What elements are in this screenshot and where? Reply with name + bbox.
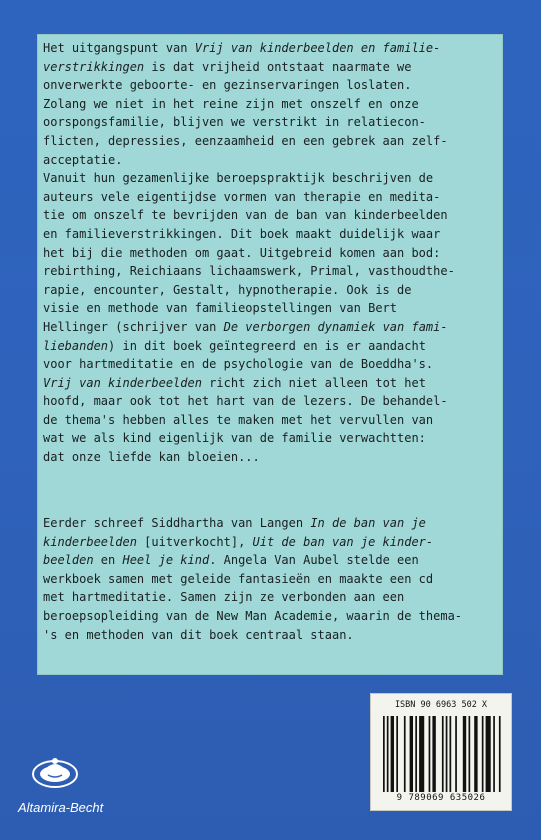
blurb-text: [uitverkocht], xyxy=(136,534,253,549)
blurb-line xyxy=(43,39,498,58)
barcode-bar xyxy=(493,716,495,792)
blurb-text: auteurs vele eigentijdse vormen van therapie en medita- xyxy=(43,189,441,204)
barcode-bar xyxy=(455,716,457,792)
blurb-line xyxy=(43,206,498,225)
blurb-line xyxy=(43,607,498,626)
blurb-text: is dat vrijheid ontstaat naarmate we xyxy=(144,59,412,74)
blurb-text-italic: Vrij van kinderbeelden xyxy=(43,375,202,390)
barcode-bar xyxy=(429,716,431,792)
blurb-text: voor hartmeditatie en de psychologie van de Boeddha's. xyxy=(43,357,434,372)
barcode-bar xyxy=(442,716,444,792)
blurb-text: . Angela Van Aubel stelde een xyxy=(209,553,419,568)
blurb-text: 's en methoden van dit boek centraal staan. xyxy=(43,627,354,642)
blurb-line xyxy=(43,533,498,552)
blurb-text-italic: Uit de ban van je kinder- xyxy=(252,534,434,549)
blurb-line xyxy=(43,58,498,77)
barcode-bar xyxy=(415,716,417,792)
blurb-text: en familieverstrikkingen. Dit boek maakt duidelijk waar xyxy=(43,226,441,241)
blurb-text: en xyxy=(93,553,123,568)
blurb-text-italic: Vrij van kinderbeelden en familie- xyxy=(194,41,441,55)
blurb-paragraph-authors xyxy=(43,514,498,644)
blurb-text: flicten, depressies, eenzaamheid en een gebrek aan zelf- xyxy=(43,133,448,148)
blurb-text: rapie, encounter, Gestalt, hypnotherapie. Ook is de xyxy=(43,282,412,297)
blurb-line xyxy=(43,392,498,411)
barcode-bar xyxy=(463,716,466,792)
blurb-panel xyxy=(37,34,503,675)
blurb-line xyxy=(43,374,498,393)
blurb-line xyxy=(43,337,498,356)
blurb-text: werkboek samen met geleide fantasieën en maakte een cd xyxy=(43,571,434,586)
blurb-text-italic: verstrikkingen xyxy=(43,59,145,74)
blurb-line xyxy=(43,355,498,374)
barcode-bar xyxy=(486,716,491,792)
barcode-bar xyxy=(499,716,501,792)
barcode-bar xyxy=(396,716,398,792)
isbn-number: ISBN 90 6963 502 X xyxy=(394,700,488,710)
blurb-line xyxy=(43,514,498,533)
blurb-text-italic: liebanden xyxy=(43,338,109,353)
barcode-bar xyxy=(482,716,484,792)
blurb-text: Het uitgangspunt van xyxy=(43,41,195,55)
blurb-line xyxy=(43,570,498,589)
blurb-line xyxy=(43,299,498,318)
barcode-bar xyxy=(446,716,448,792)
blurb-line xyxy=(43,113,498,132)
blurb-line xyxy=(43,318,498,337)
blurb-line xyxy=(43,262,498,281)
barcode-bar xyxy=(432,716,435,792)
blurb-line xyxy=(43,244,498,263)
blurb-line xyxy=(43,169,498,188)
blurb-text: Hellinger (schrijver van xyxy=(43,319,224,334)
altamira-becht-logo-icon xyxy=(30,750,80,794)
barcode-bar xyxy=(383,716,385,792)
blurb-text-italic: kinderbeelden xyxy=(43,534,137,549)
blurb-line xyxy=(43,132,498,151)
blurb-text-italic: In de ban van je xyxy=(310,516,426,530)
blurb-text: dat onze liefde kan bloeien... xyxy=(43,450,260,465)
blurb-text: rebirthing, Reichiaans lichaamswerk, Primal, vasthoudthe- xyxy=(43,264,455,279)
blurb-text: acceptatie. xyxy=(43,152,123,167)
barcode-bar xyxy=(419,716,424,792)
blurb-text: richt zich niet alleen tot het xyxy=(201,375,426,390)
blurb-line xyxy=(43,76,498,95)
blurb-text: visie en methode van familieopstellingen van Bert xyxy=(43,301,398,316)
blurb-paragraph-description xyxy=(43,39,498,467)
barcode-bar xyxy=(469,716,471,792)
blurb-line xyxy=(43,429,498,448)
blurb-line xyxy=(43,281,498,300)
barcode-bar xyxy=(474,716,477,792)
blurb-text: tie om onszelf te bevrijden van de ban van kinderbeelden xyxy=(43,208,448,223)
blurb-line xyxy=(43,626,498,645)
blurb-line xyxy=(43,448,498,467)
blurb-text-italic: De verborgen dynamiek van fami- xyxy=(223,319,448,334)
blurb-text: Vanuit hun gezamenlijke beroepspraktijk beschrijven de xyxy=(43,171,434,186)
blurb-text: ) in dit boek geïntegreerd en is er aandacht xyxy=(108,338,426,353)
blurb-text: wat we als kind eigenlijk van de familie verwachtten: xyxy=(43,431,426,446)
barcode-bar xyxy=(404,716,406,792)
blurb-text: onverwerkte geboorte- en gezinservaringen loslaten. xyxy=(43,78,412,93)
blurb-text: Zolang we niet in het reine zijn met onszelf en onze xyxy=(43,96,419,111)
blurb-line xyxy=(43,588,498,607)
ean-number: 9 789069 635026 xyxy=(396,793,486,803)
blurb-text: Eerder schreef Siddhartha van Langen xyxy=(43,516,311,530)
blurb-text-italic: Heel je kind xyxy=(122,553,210,568)
blurb-text-italic: beelden xyxy=(43,553,94,568)
blurb-text: hoofd, maar ook tot het hart van de lezers. De behandel- xyxy=(43,394,448,409)
barcode-bar xyxy=(387,716,389,792)
barcode-bar xyxy=(410,716,413,792)
blurb-line xyxy=(43,551,498,570)
blurb-line xyxy=(43,188,498,207)
barcode-bar xyxy=(391,716,394,792)
publisher-name: Altamira-Becht xyxy=(18,800,104,815)
barcode-label xyxy=(370,693,512,811)
blurb-text: oorspongsfamilie, blijven we verstrikt in relatiecon- xyxy=(43,115,426,130)
blurb-text: beroepsopleiding van de New Man Academie, waarin de thema- xyxy=(43,608,463,623)
blurb-line xyxy=(43,151,498,170)
blurb-line xyxy=(43,225,498,244)
blurb-text: het bij die methoden om gaat. Uitgebreid komen aan bod: xyxy=(43,245,441,260)
blurb-text: de thema's hebben alles te maken met het vervullen van xyxy=(43,412,434,427)
barcode-bar xyxy=(450,716,452,792)
blurb-text: met hartmeditatie. Samen zijn ze verbonden aan een xyxy=(43,590,405,605)
blurb-line xyxy=(43,95,498,114)
blurb-line xyxy=(43,411,498,430)
barcode-bars xyxy=(381,716,503,792)
